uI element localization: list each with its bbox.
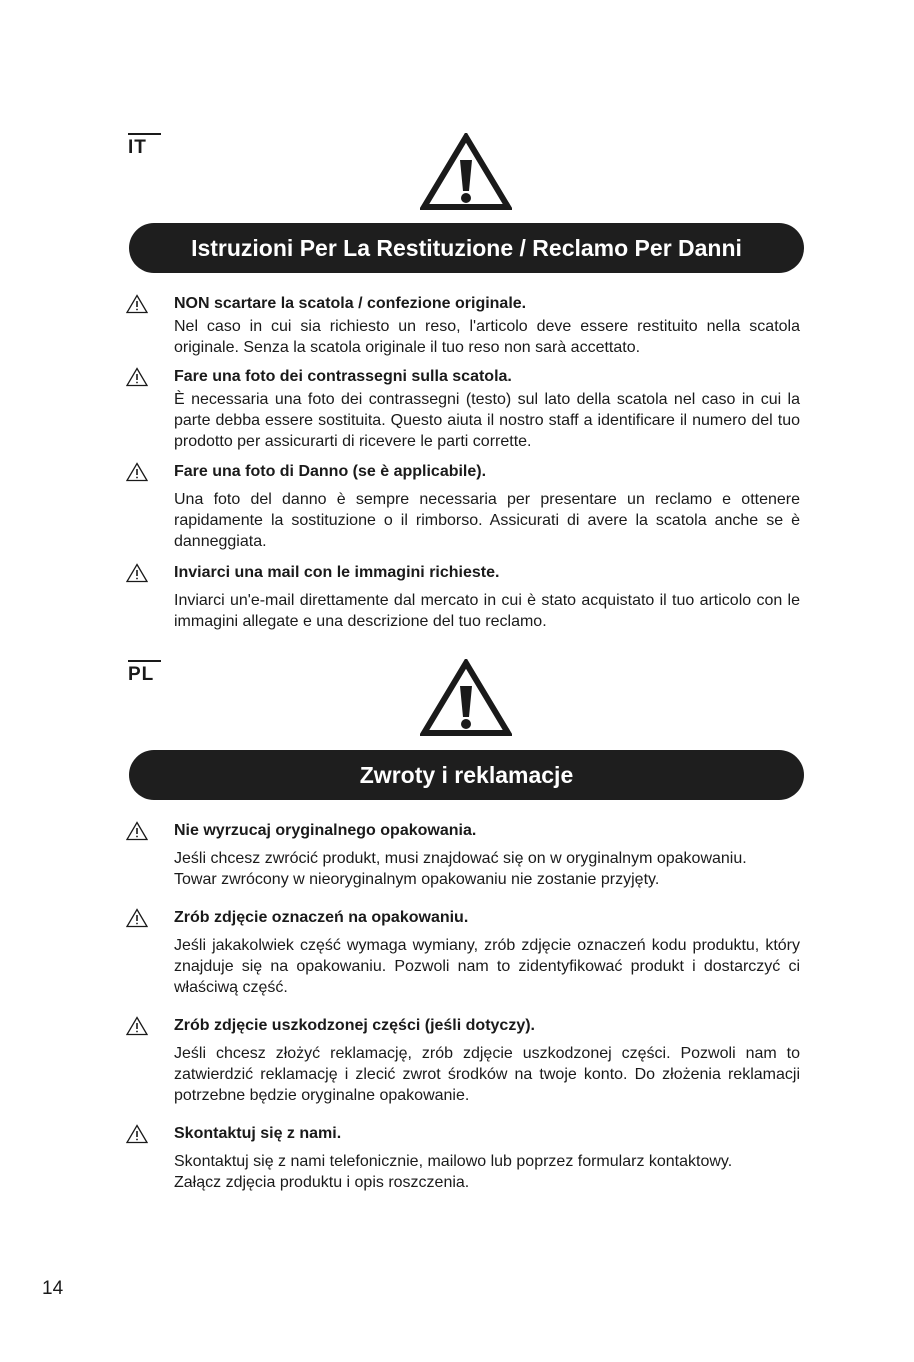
- item-title: Skontaktuj się z nami.: [174, 1125, 342, 1142]
- item-body-line: Jeśli chcesz zwrócić produkt, musi znajdować się on w oryginalnym opakowaniu.: [174, 850, 747, 867]
- item-body: Jeśli jakakolwiek część wymaga wymiany, zrób zdjęcie oznaczeń kodu produktu, który znajduje się na opakowaniu. Pozwoli nam to zidentyfikować produkt i dostarczyć ci właściwą część.: [174, 937, 800, 996]
- item-body: Una foto del danno è sempre necessaria per presentare un reclamo e ottenere rapidamente la sostituzione o il rimborso. Assicurati di avere la scatola anche se è danneggiata.: [174, 491, 800, 550]
- warning-triangle-icon: [420, 133, 512, 211]
- item-body: Jeśli chcesz złożyć reklamację, zrób zdjęcie uszkodzonej części. Pozwoli nam to zatwierdzić reklamację i zlecić zwrot środków na twoje konto. Do złożenia reklamacji potrzebne będzie oryginalne opakowanie.: [174, 1045, 800, 1104]
- item-body: Inviarci un'e-mail direttamente dal mercato in cui è stato acquistato il tuo articolo con le immagini allegate e una descrizione del tuo reclamo.: [174, 592, 800, 630]
- item-body-line: Załącz zdjęcia produktu i opis roszczenia.: [174, 1174, 470, 1191]
- page-number: 14: [42, 1278, 64, 1299]
- warning-icon: [126, 294, 148, 314]
- section-title: Istruzioni Per La Restituzione / Reclamo Per Danni: [129, 223, 804, 273]
- warning-icon: [126, 821, 148, 841]
- warning-icon: [126, 1016, 148, 1036]
- language-tag: IT: [128, 133, 161, 159]
- item-title: Zrób zdjęcie oznaczeń na opakowaniu.: [174, 909, 469, 926]
- item-title: Zrób zdjęcie uszkodzonej części (jeśli dotyczy).: [174, 1017, 535, 1034]
- language-tag: PL: [128, 660, 161, 686]
- item-body: [174, 848, 800, 890]
- warning-icon: [126, 367, 148, 387]
- item-body-line: Skontaktuj się z nami telefonicznie, mailowo lub poprzez formularz kontaktowy.: [174, 1153, 733, 1170]
- warning-icon: [126, 462, 148, 482]
- warning-triangle-icon: [420, 659, 512, 737]
- item-title: Fare una foto di Danno (se è applicabile).: [174, 463, 487, 480]
- warning-icon: [126, 563, 148, 583]
- warning-icon: [126, 1124, 148, 1144]
- item-title: Nie wyrzucaj oryginalnego opakowania.: [174, 822, 477, 839]
- item-body: Nel caso in cui sia richiesto un reso, l'articolo deve essere restituito nella scatola originale. Senza la scatola originale il tuo reso non sarà accettato.: [174, 318, 800, 356]
- item-body: È necessaria una foto dei contrassegni (testo) sul lato della scatola nel caso in cui la parte debba essere sostituita. Questo aiuta il nostro staff a identificare il numero del tuo prodotto per assicurarti di ricevere le parti corrette.: [174, 391, 800, 450]
- item-title: Fare una foto dei contrassegni sulla scatola.: [174, 368, 512, 385]
- section-title: Zwroty i reklamacje: [129, 750, 804, 800]
- item-body: [174, 1151, 800, 1193]
- item-title: NON scartare la scatola / confezione originale.: [174, 295, 527, 312]
- item-body-line: Towar zwrócony w nieoryginalnym opakowaniu nie zostanie przyjęty.: [174, 871, 660, 888]
- item-title: Inviarci una mail con le immagini richieste.: [174, 564, 500, 581]
- warning-icon: [126, 908, 148, 928]
